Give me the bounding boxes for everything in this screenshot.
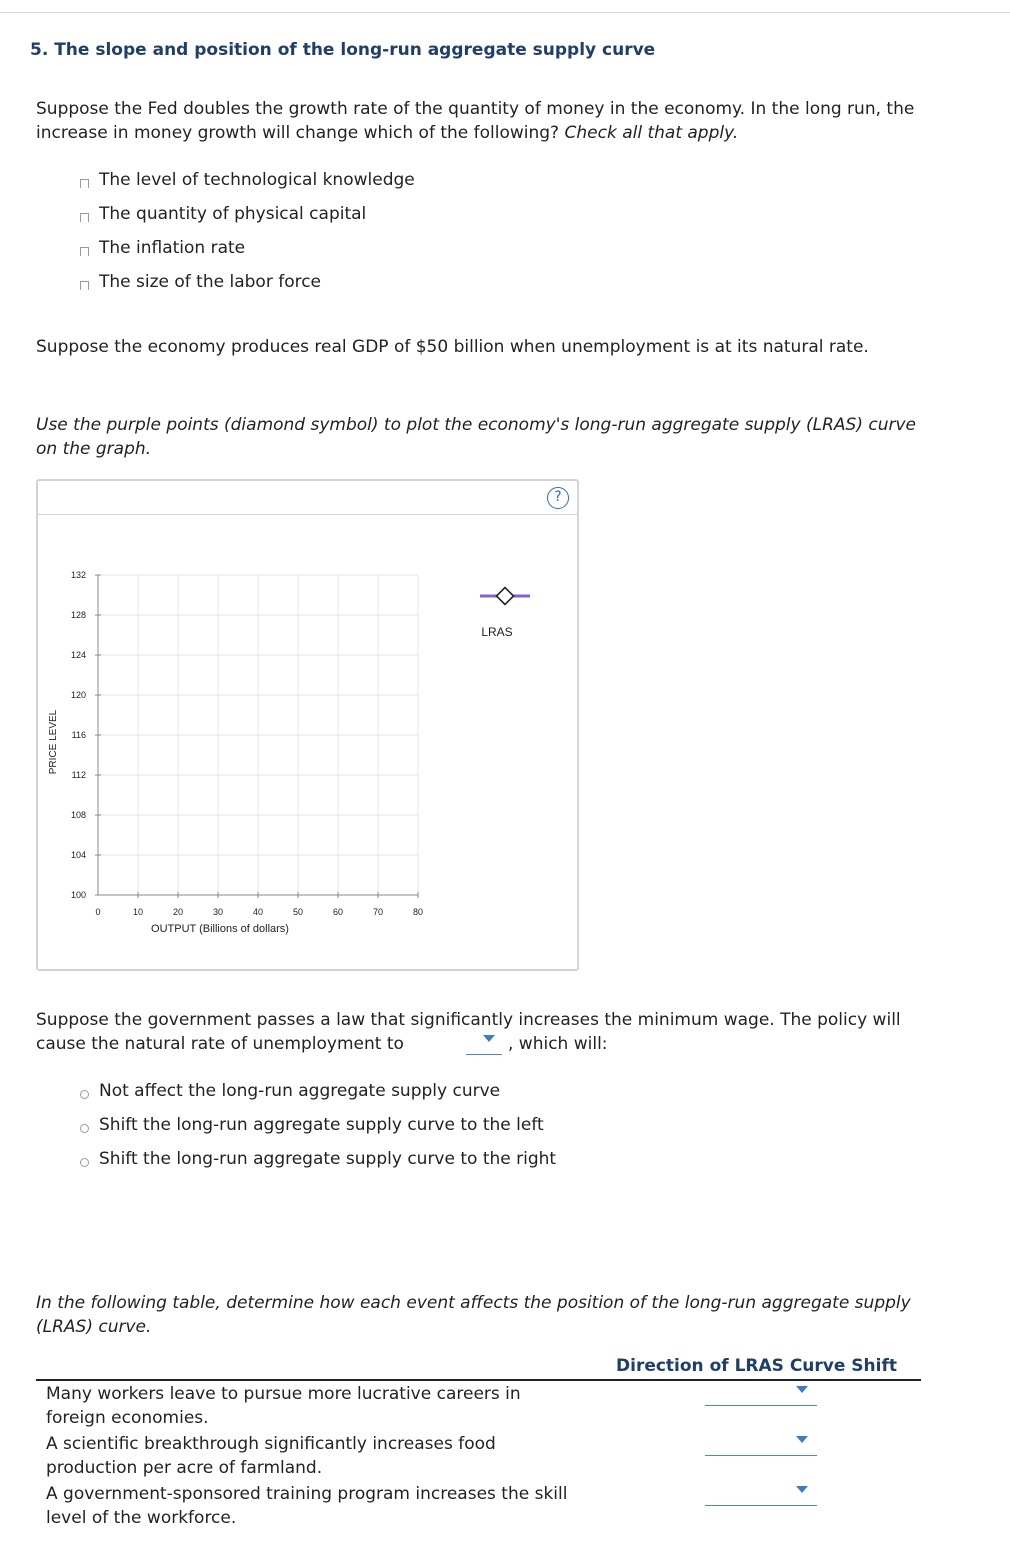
chevron-down-icon xyxy=(796,1386,808,1393)
chevron-down-icon xyxy=(796,1436,808,1443)
part1-prompt xyxy=(36,97,936,145)
x-tick-label: 40 xyxy=(252,907,264,917)
legend-label: LRAS xyxy=(481,625,513,639)
table-row: Many workers leave to pursue more lucrative careers in foreign economies. xyxy=(46,1384,521,1428)
question-title: 5. The slope and position of the long-run aggregate supply curve xyxy=(30,40,656,60)
y-tick-label: 100 xyxy=(70,890,86,900)
table-row: A government-sponsored training program increases the skill level of the workforce. xyxy=(46,1484,568,1528)
table-header-rule xyxy=(36,1379,921,1381)
x-tick-label: 60 xyxy=(332,907,344,917)
y-tick-label: 108 xyxy=(70,810,86,820)
y-axis-label: PRICE LEVEL xyxy=(48,709,59,775)
checkbox-option-labor-force[interactable] xyxy=(80,270,321,294)
y-tick-label: 116 xyxy=(71,730,86,740)
y-tick-label: 128 xyxy=(70,610,86,620)
option-label: The level of technological knowledge xyxy=(99,170,415,190)
diamond-marker-icon[interactable] xyxy=(497,588,514,605)
part1-prompt-text: Suppose the Fed doubles the growth rate of the quantity of money in the economy. In the long run, the increase in money growth will change which of the following? xyxy=(36,99,915,143)
option-label: Shift the long-run aggregate supply curve to the left xyxy=(99,1115,544,1135)
table-row: A scientific breakthrough significantly increases food production per acre of farmland. xyxy=(46,1434,496,1478)
part3-prompt-after: , which will: xyxy=(508,1034,608,1054)
radio-option-no-effect[interactable] xyxy=(80,1079,500,1103)
y-tick-label: 120 xyxy=(70,690,86,700)
chevron-down-icon xyxy=(483,1035,495,1042)
shift-direction-dropdown-1[interactable] xyxy=(705,1383,817,1406)
part2-instruction: Use the purple points (diamond symbol) to plot the economy's long-run aggregate supply (LRAS) curve on the graph. xyxy=(36,415,916,459)
checkbox-option-capital[interactable] xyxy=(80,202,366,226)
x-tick-label: 0 xyxy=(95,907,101,917)
checkbox[interactable] xyxy=(80,247,89,256)
radio-button[interactable] xyxy=(80,1158,89,1167)
option-label: Not affect the long-run aggregate supply curve xyxy=(99,1081,501,1101)
checkbox-option-technology[interactable] xyxy=(80,168,415,192)
radio-option-shift-left[interactable] xyxy=(80,1113,544,1137)
radio-option-shift-right[interactable] xyxy=(80,1147,556,1171)
option-label: The size of the labor force xyxy=(99,272,322,292)
checkbox-option-inflation[interactable] xyxy=(80,236,245,260)
checkbox[interactable] xyxy=(80,179,89,188)
y-tick-label: 132 xyxy=(70,570,86,580)
graph-header xyxy=(38,481,577,515)
option-label: The quantity of physical capital xyxy=(99,204,367,224)
lras-legend-tool[interactable] xyxy=(480,588,530,639)
y-tick-label: 104 xyxy=(70,850,86,860)
option-label: The inflation rate xyxy=(99,238,246,258)
part1-prompt-emphasis: Check all that apply. xyxy=(564,123,739,143)
top-divider xyxy=(0,12,1010,13)
help-icon[interactable]: ? xyxy=(547,487,569,509)
x-tick-label: 70 xyxy=(372,907,384,917)
table-column-header: Direction of LRAS Curve Shift xyxy=(616,1356,898,1376)
radio-button[interactable] xyxy=(80,1124,89,1133)
shift-direction-dropdown-3[interactable] xyxy=(705,1483,817,1506)
y-tick-label: 112 xyxy=(71,770,86,780)
part3-prompt-text: Suppose the government passes a law that significantly increases the minimum wage. The policy will cause the natural rate of unemployment to xyxy=(36,1010,901,1054)
graph-panel[interactable] xyxy=(36,479,579,971)
x-tick-label: 80 xyxy=(412,907,424,917)
lras-chart[interactable] xyxy=(38,515,577,970)
part4-instruction: In the following table, determine how each event affects the position of the long-run aggregate supply (LRAS) curve. xyxy=(36,1293,911,1337)
x-axis-label: OUTPUT (Billions of dollars) xyxy=(151,923,289,935)
option-label: Shift the long-run aggregate supply curve to the right xyxy=(99,1149,557,1169)
x-tick-label: 20 xyxy=(172,907,184,917)
shift-direction-dropdown-2[interactable] xyxy=(705,1433,817,1456)
checkbox[interactable] xyxy=(80,281,89,290)
x-tick-label: 10 xyxy=(132,907,144,917)
radio-button[interactable] xyxy=(80,1090,89,1099)
part2-statement: Suppose the economy produces real GDP of $50 billion when unemployment is at its natural rate. xyxy=(36,337,869,357)
y-tick-label: 124 xyxy=(70,650,86,660)
x-tick-label: 30 xyxy=(212,907,224,917)
checkbox[interactable] xyxy=(80,213,89,222)
unemployment-dropdown[interactable] xyxy=(466,1032,502,1055)
x-tick-label: 50 xyxy=(292,907,304,917)
chevron-down-icon xyxy=(796,1486,808,1493)
